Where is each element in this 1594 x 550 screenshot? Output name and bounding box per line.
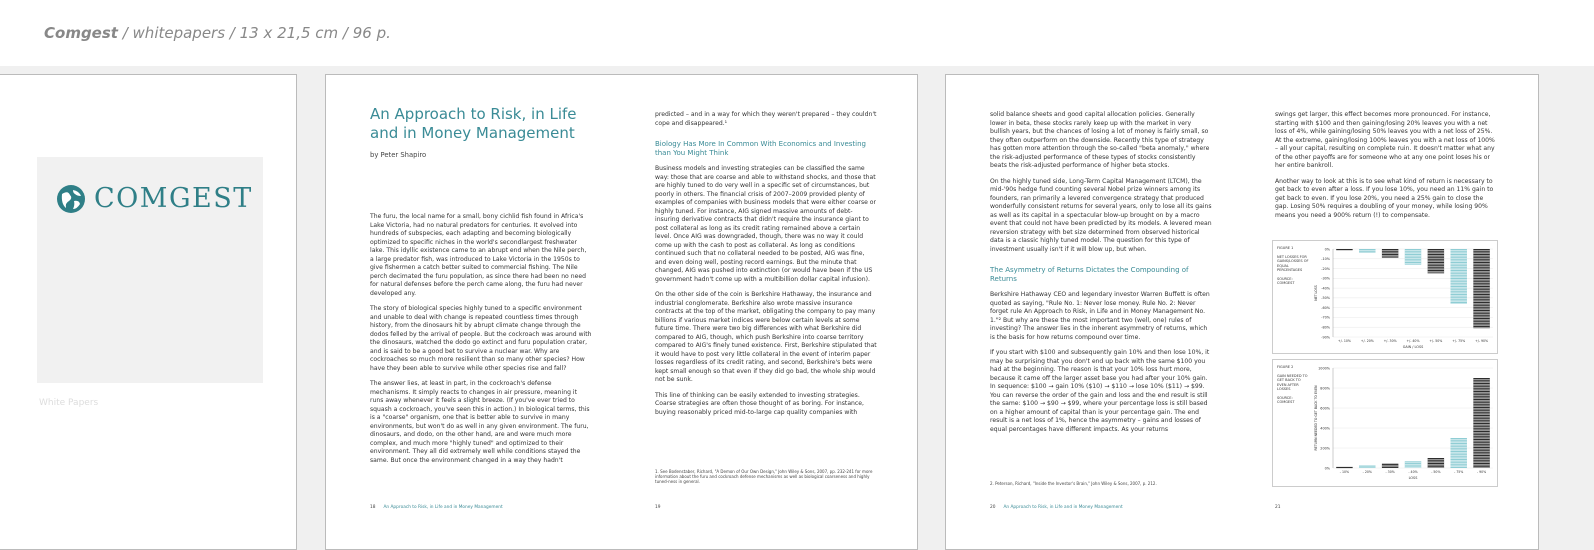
cover-subtitle: White Papers xyxy=(39,398,99,408)
spread-caption xyxy=(44,24,391,42)
footnote: 2. Peterson, Richard, "Inside the Investor's Brain," John Wiley & Sons, 2007, p. 212. xyxy=(990,481,1157,486)
cover-page xyxy=(0,74,297,550)
spread-pages-18-19 xyxy=(325,74,918,550)
y-tick-label: -80% xyxy=(1321,325,1330,330)
page-number: 19 xyxy=(655,505,661,510)
figure-title: FIGURE 2 xyxy=(1277,365,1294,369)
bar xyxy=(1450,438,1466,468)
caption-brand: Comgest xyxy=(44,24,118,42)
x-tick-label: - 40% xyxy=(1408,470,1418,474)
y-tick-label: -60% xyxy=(1321,305,1330,310)
y-tick-label: -70% xyxy=(1321,315,1330,320)
x-tick-label: +/- 10% xyxy=(1337,339,1351,343)
bar xyxy=(1450,249,1466,304)
figure-source: SOURCE: COMGEST xyxy=(1277,395,1295,404)
section-heading: Biology Has More In Common With Economics and Investing than You Might Think xyxy=(655,140,866,157)
x-tick-label: - 20% xyxy=(1362,470,1372,474)
paragraph: The story of biological species highly tuned to a specific environment and unable to deal with change is repeated countless times through history, from the dinosaurs hit by abrupt climate change through the dodos felled by the arrival of people. But the cockroach was around with the dinosaurs, watched the dodo go extinct and furu population crater, and is said to be a good bet to survive a nuclear war. Why are cockroaches so much more resilient than so many other species? How have they been able to survive while other species rise and fall? xyxy=(370,305,592,372)
article-title-line1: An Approach to Risk, in Life xyxy=(370,105,577,123)
bar-fill xyxy=(1382,464,1398,468)
article-title xyxy=(370,105,596,143)
page-18-column xyxy=(370,105,596,160)
paragraph: Berkshire Hathaway CEO and legendary investor Warren Buffett is often quoted as saying, "Rule No. 1: Never lose money. Rule No. 2: Never forget rule An Approach to Risk, in Life and in Money Management No. 1."² But why are these the most important two (well, one) rules of investing? The answer lies in the inherent asymmetry of returns, which is the basis for how returns compound over time. xyxy=(990,291,1210,341)
section-heading: The Asymmetry of Returns Dictates the Compounding of Returns xyxy=(990,266,1189,283)
bar-fill xyxy=(1450,249,1466,304)
footnote: 1. See Bodenstaber, Richard, "A Demon of Our Own Design," John Wiley & Sons, 2007, pp. 232-241 for more information about the furu and cockroach defense mechanisms as well as biological coarseness and highly tuned-ness in general. xyxy=(655,469,873,484)
x-tick-label: - 75% xyxy=(1454,470,1464,474)
x-tick-label: +/- 50% xyxy=(1429,339,1443,343)
y-tick-label: -20% xyxy=(1321,266,1330,271)
paragraph: solid balance sheets and good capital allocation policies. Generally lower in beta, these stocks rarely keep up with the market in very bullish years, but the chances of losing a lot of money is fairly small, so they often outperform on the downside. Recently this type of strategy has gotten more attention through the so-called "beta anomaly," where the risk-adjusted performance of these types of stocks consistently beats the risk-adjusted performance of higher beta stocks. xyxy=(990,111,1210,169)
page-number: 20 xyxy=(990,505,996,510)
y-tick-label: 0% xyxy=(1324,247,1330,252)
bar xyxy=(1428,458,1444,468)
paragraph: Another way to look at this is to see what kind of return is necessary to get back to even after a loss. If you lose 10%, you need an 11% gain to get back to even. If you lose 20%, you need a 25% gain to close the gap. Losing 50% requires a doubling of your money, while losing 90% means you need a 900% return (!) to compensate. xyxy=(1275,177,1494,219)
paragraph: This line of thinking can be easily extended to investing strategies. Coarse strategies are often those thought of as boring. For instance, buying reasonably priced mid-to-large cap quality companies with xyxy=(655,391,864,416)
page-21-footer xyxy=(1275,505,1280,510)
y-tick-label: -50% xyxy=(1321,296,1330,301)
y-axis-label: RETURN NEEDED TO GET BACK TO EVEN xyxy=(1314,385,1318,451)
bar xyxy=(1473,378,1489,468)
y-tick-label: -10% xyxy=(1321,257,1330,262)
paragraph: swings get larger, this effect becomes more pronounced. For instance, starting with $100 and then gaining/losing 20% leaves you with a net loss of 4%, while gaining/losing 50% leaves you with a net loss of 25%. At the extreme, gaining/losing 100% leaves you with a net loss of 100% – all your capital, resulting on complete ruin. It doesn't matter what any of the other payoffs are for someone who at any one point loses his or her entire bankroll. xyxy=(1275,111,1495,169)
x-axis-label: GAIN / LOSS xyxy=(1402,345,1424,349)
page-20-column xyxy=(990,111,1212,441)
page-number: 21 xyxy=(1275,505,1281,510)
x-tick-label: - 90% xyxy=(1476,470,1487,474)
article-byline: by Peter Shapiro xyxy=(370,151,427,159)
article-title-line2: and in Money Management xyxy=(370,124,575,142)
cover-logo-text: COMGEST xyxy=(94,183,253,214)
bar-fill xyxy=(1336,467,1352,468)
page-19-column xyxy=(655,111,877,424)
figure-2 xyxy=(1272,359,1498,487)
bar xyxy=(1382,464,1398,468)
x-tick-label: - 30% xyxy=(1385,470,1395,474)
page-20-footer xyxy=(990,505,1123,510)
x-tick-label: +/- 90% xyxy=(1475,339,1489,343)
y-tick-label: 800% xyxy=(1320,386,1330,391)
y-tick-label: -40% xyxy=(1321,286,1330,291)
figure-1-chart xyxy=(1273,241,1497,353)
cover-logo-panel xyxy=(37,157,263,383)
page-18-footer xyxy=(370,505,503,510)
bar xyxy=(1336,467,1352,468)
spread-pages-20-21 xyxy=(945,74,1539,550)
paragraph: If you start with $100 and subsequently gain 10% and then lose 10%, it may be surprising that you don't end up back with the same $100 you had at the beginning. The reason is that your 10% loss hurt more, because it came off the larger asset base you had after your 10% gain. In sequence: $100 → gain 10% ($10) → $110 → lose 10% ($11) → $99. You can reverse the order of the gain and loss and the end result is still the same: $100 → $90 → $99, where your percentage loss is still based on a higher amount of capital than is your percentage gain. The end result is a net loss of 1%, hence the asymmetry – gains and losses of equal percentages have different impacts. As your returns xyxy=(990,349,1210,433)
paragraph: Business models and investing strategies can be classified the same way: those that are coarse and able to withstand shocks, and those that are highly tuned to do very well in a specific set of circumstances, but poorly in others. The financial crisis of 2007–2009 provided plenty of examples of companies with business models that were either coarse or highly tuned. For instance, AIG signed massive amounts of debt-insuring derivative contracts that didn't require the insurance giant to post collateral as long as its credit rating remained above a certain level. Once AIG was downgraded, though, there was no way it could come up with the cash to post as collateral. As long as conditions continued such that no collateral needed to be posted, AIG was fine, and even doing well, posting record earnings. But the minute that changed, AIG was pushed into extinction (or would have been if the US government hadn't come up with a multibillion dollar capital infusion). xyxy=(655,165,877,283)
bar xyxy=(1405,249,1421,265)
y-tick-label: -30% xyxy=(1321,276,1330,281)
paragraph-continued: predicted – and in a way for which they weren't prepared – they couldn't cope and disappeared.¹ xyxy=(655,111,877,127)
bar-fill xyxy=(1336,249,1352,250)
bar xyxy=(1359,249,1375,253)
paragraph: The answer lies, at least in part, in the cockroach's defense mechanisms. It simply reacts to changes in air pressure, meaning it runs away whenever it feels a slight breeze. (If you've ever tried to squash a cockroach, you've seen this in action.) In biological terms, this is a "coarse" organism, one that is better able to survive in many environments, but won't do as well in any given environment. The furu, dinosaurs, and dodo, on the other hand, are and were much more complex, and much more "highly tuned" and optimized to their environment. They all did extremely well while conditions stayed the same. But once the environment changed in a way they hadn't xyxy=(370,380,590,464)
running-footer-title: An Approach to Risk, in Life and in Money Management xyxy=(383,505,503,510)
page-number: 18 xyxy=(370,505,376,510)
bar xyxy=(1382,249,1398,258)
y-tick-label: -90% xyxy=(1321,335,1330,340)
y-tick-label: 400% xyxy=(1320,426,1330,431)
paragraph: On the other side of the coin is Berkshire Hathaway, the insurance and industrial conglomerate. Berkshire also wrote massive insurance contracts at the top of the market, obligating the company to pay many billions if various market indices were below certain levels at some future time. There were two big differences with what Berkshire did compared to AIG, though, which push Berkshire into coarse territory compared to AIG's finely tuned existence. First, Berkshire stipulated that it would have to post very little collateral in the event of interim paper losses regardless of its credit rating, and second, Berkshire's bets were kept small enough so that even if they did go bad, the whole ship would not be sunk. xyxy=(655,291,877,383)
page-19-footer xyxy=(655,505,660,510)
figure-2-chart xyxy=(1273,360,1497,486)
x-tick-label: +/- 30% xyxy=(1383,339,1397,343)
page-18-body xyxy=(370,213,592,472)
figure-1 xyxy=(1272,240,1498,354)
paragraph: The furu, the local name for a small, bony cichlid fish found in Africa's Lake Victoria, had no natural predators for centuries. It evolved into hundreds of subspecies, each adapting and becoming biologically optimized to specific niches in the world's secondlargest freshwater lake. This idyllic existence came to an abrupt end when the Nile perch, a large predator fish, was introduced to Lake Victoria in the 1950s to give fishermen a catch better suited to commercial fishing. The Nile perch decimated the furu population, as since there had been no need for natural defenses before the perch came along, the furu had never developed any. xyxy=(370,213,587,297)
bar xyxy=(1405,461,1421,468)
x-tick-label: +/- 20% xyxy=(1360,339,1374,343)
bar xyxy=(1473,249,1489,328)
figure-subtitle: NET LOSSES FOR GAINS/LOSSES OF EQUAL PERCENTAGES xyxy=(1277,254,1309,272)
y-tick-label: 200% xyxy=(1320,446,1330,451)
x-axis-label: LOSS xyxy=(1408,476,1418,480)
bar xyxy=(1428,249,1444,273)
figure-source: SOURCE: COMGEST xyxy=(1277,276,1295,285)
y-tick-label: 1000% xyxy=(1318,366,1330,371)
bar xyxy=(1336,249,1352,250)
globe-logo-icon xyxy=(56,184,86,214)
figure-title: FIGURE 1 xyxy=(1277,246,1294,250)
running-footer-title: An Approach to Risk, in Life and in Money Management xyxy=(1003,505,1123,510)
x-tick-label: - 50% xyxy=(1431,470,1441,474)
y-tick-label: 600% xyxy=(1320,406,1330,411)
bar xyxy=(1359,466,1375,469)
paragraph: On the highly tuned side, Long-Term Capital Management (LTCM), the mid-'90s hedge fund counting several Nobel prize winners among its founders, ran primarily a levered convergence strategy that produced wonderfully consistent returns for several years, only to lose all its gains as well as its capital in a spectacular blow-up brought on by a macro event that could not have been predicted by its models. A levered mean reversion strategy with bet size determined from observed historical data is a classic highly tuned model. The question for this type of investment usually isn't if it will blow up, but when. xyxy=(990,177,1212,253)
page-21-column xyxy=(1275,111,1497,227)
y-axis-label: NET LOSS xyxy=(1314,285,1318,301)
caption-details: / whitepapers / 13 x 21,5 cm / 96 p. xyxy=(117,24,391,42)
figure-subtitle: GAIN NEEDED TO GET BACK TO EVEN AFTER LOSSES xyxy=(1277,373,1308,391)
x-tick-label: +/- 75% xyxy=(1452,339,1466,343)
y-tick-label: 0% xyxy=(1324,466,1330,471)
x-tick-label: - 10% xyxy=(1339,470,1350,474)
x-tick-label: +/- 40% xyxy=(1406,339,1420,343)
